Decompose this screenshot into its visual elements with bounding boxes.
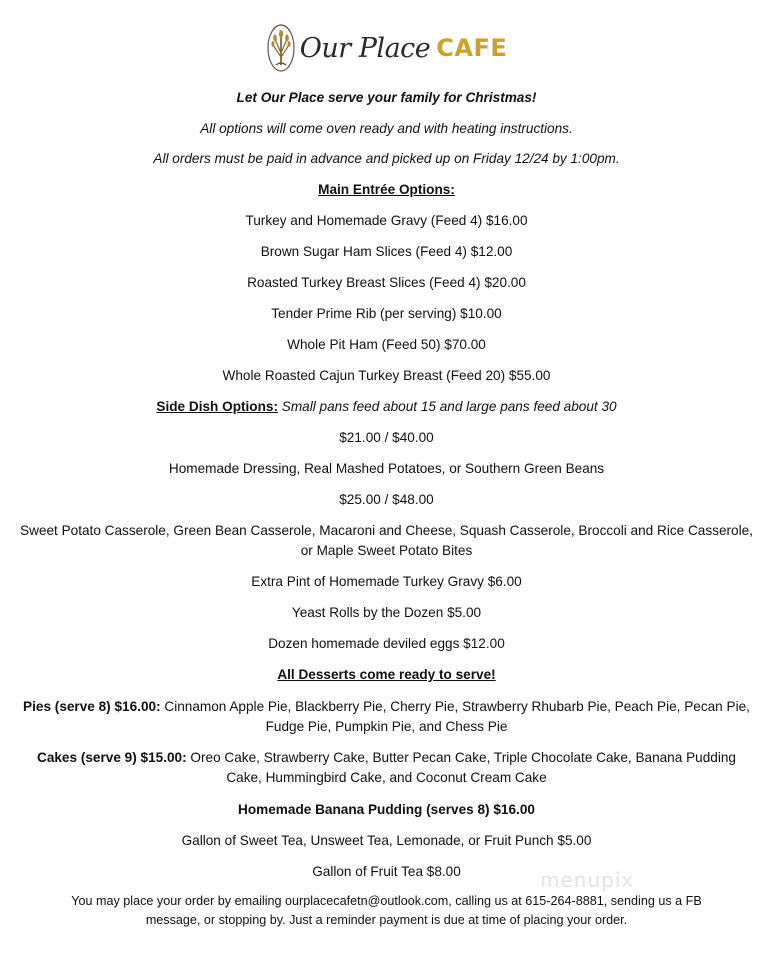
drink-item: Gallon of Fruit Tea $8.00 [312,864,461,879]
entree-item: Whole Pit Ham (Feed 50) $70.00 [287,337,486,352]
entree-item: Roasted Turkey Breast Slices (Feed 4) $20.00 [247,275,526,290]
entree-item: Brown Sugar Ham Slices (Feed 4) $12.00 [260,244,513,259]
side-extra-item: Dozen homemade deviled eggs $12.00 [268,636,505,651]
logo-cafe-text: CAFE [436,34,508,62]
drink-item: Gallon of Sweet Tea, Unsweet Tea, Lemonade, or Fruit Punch $5.00 [181,833,592,848]
entree-heading-row [20,180,753,200]
entree-heading: Main Entrée Options: [318,182,455,197]
side-portion-note: Small pans feed about 15 and large pans feed about 30 [281,399,617,414]
cakes-list: Oreo Cake, Strawberry Cake, Butter Pecan Cake, Triple Chocolate Cake, Banana Pudding Cake, Hummingbird Cake, and Coconut Cream Cake [190,750,736,785]
side-tier2-price: $25.00 / $48.00 [339,492,434,507]
side-tier2-items: Sweet Potato Casserole, Green Bean Casserole, Macaroni and Cheese, Squash Casserole, Broccoli and Rice Casserole, or Maple Sweet Potato Bites [20,523,753,558]
side-heading: Side Dish Options: [156,399,278,414]
banana-pudding: Homemade Banana Pudding (serves 8) $16.00 [238,802,535,817]
pies-label: Pies (serve 8) $16.00: [23,699,161,714]
pies-list: Cinnamon Apple Pie, Blackberry Pie, Cherry Pie, Strawberry Rhubarb Pie, Peach Pie, Pecan Pie, Fudge Pie, Pumpkin Pie, and Chess Pie [164,699,750,734]
cakes-label: Cakes (serve 9) $15.00: [37,750,187,765]
dessert-heading-row [20,665,753,685]
entree-item: Tender Prime Rib (per serving) $10.00 [271,306,502,321]
side-extra-item: Yeast Rolls by the Dozen $5.00 [291,605,482,620]
side-heading-row [20,397,753,417]
entree-item: Whole Roasted Cajun Turkey Breast (Feed 20) $55.00 [222,368,551,383]
dessert-heading: All Desserts come ready to serve! [277,667,496,682]
side-tier1-price: $21.00 / $40.00 [339,430,434,445]
logo-script-text: Our Place [299,32,431,64]
side-extra-item: Extra Pint of Homemade Turkey Gravy $6.00 [251,574,522,589]
side-tier1-items: Homemade Dressing, Real Mashed Potatoes, or Southern Green Beans [168,461,605,476]
wheat-logo-icon [266,23,296,73]
logo [0,18,773,78]
intro-line-payment: All orders must be paid in advance and picked up on Friday 12/24 by 1:00pm. [153,151,620,166]
pies-row [20,697,753,737]
entree-item: Turkey and Homemade Gravy (Feed 4) $16.00 [245,213,528,228]
order-instructions: You may place your order by emailing ourplacecafetn@outlook.com, calling us at 615-264-8881, sending us a FB message, or stopping by. Just a reminder payment is due at time of placing your order. [71,894,702,927]
watermark: menupix [540,868,635,892]
intro-line-oven-ready: All options will come oven ready and with heating instructions. [200,121,573,136]
cakes-row [20,748,753,788]
headline: Let Our Place serve your family for Christmas! [236,90,537,105]
